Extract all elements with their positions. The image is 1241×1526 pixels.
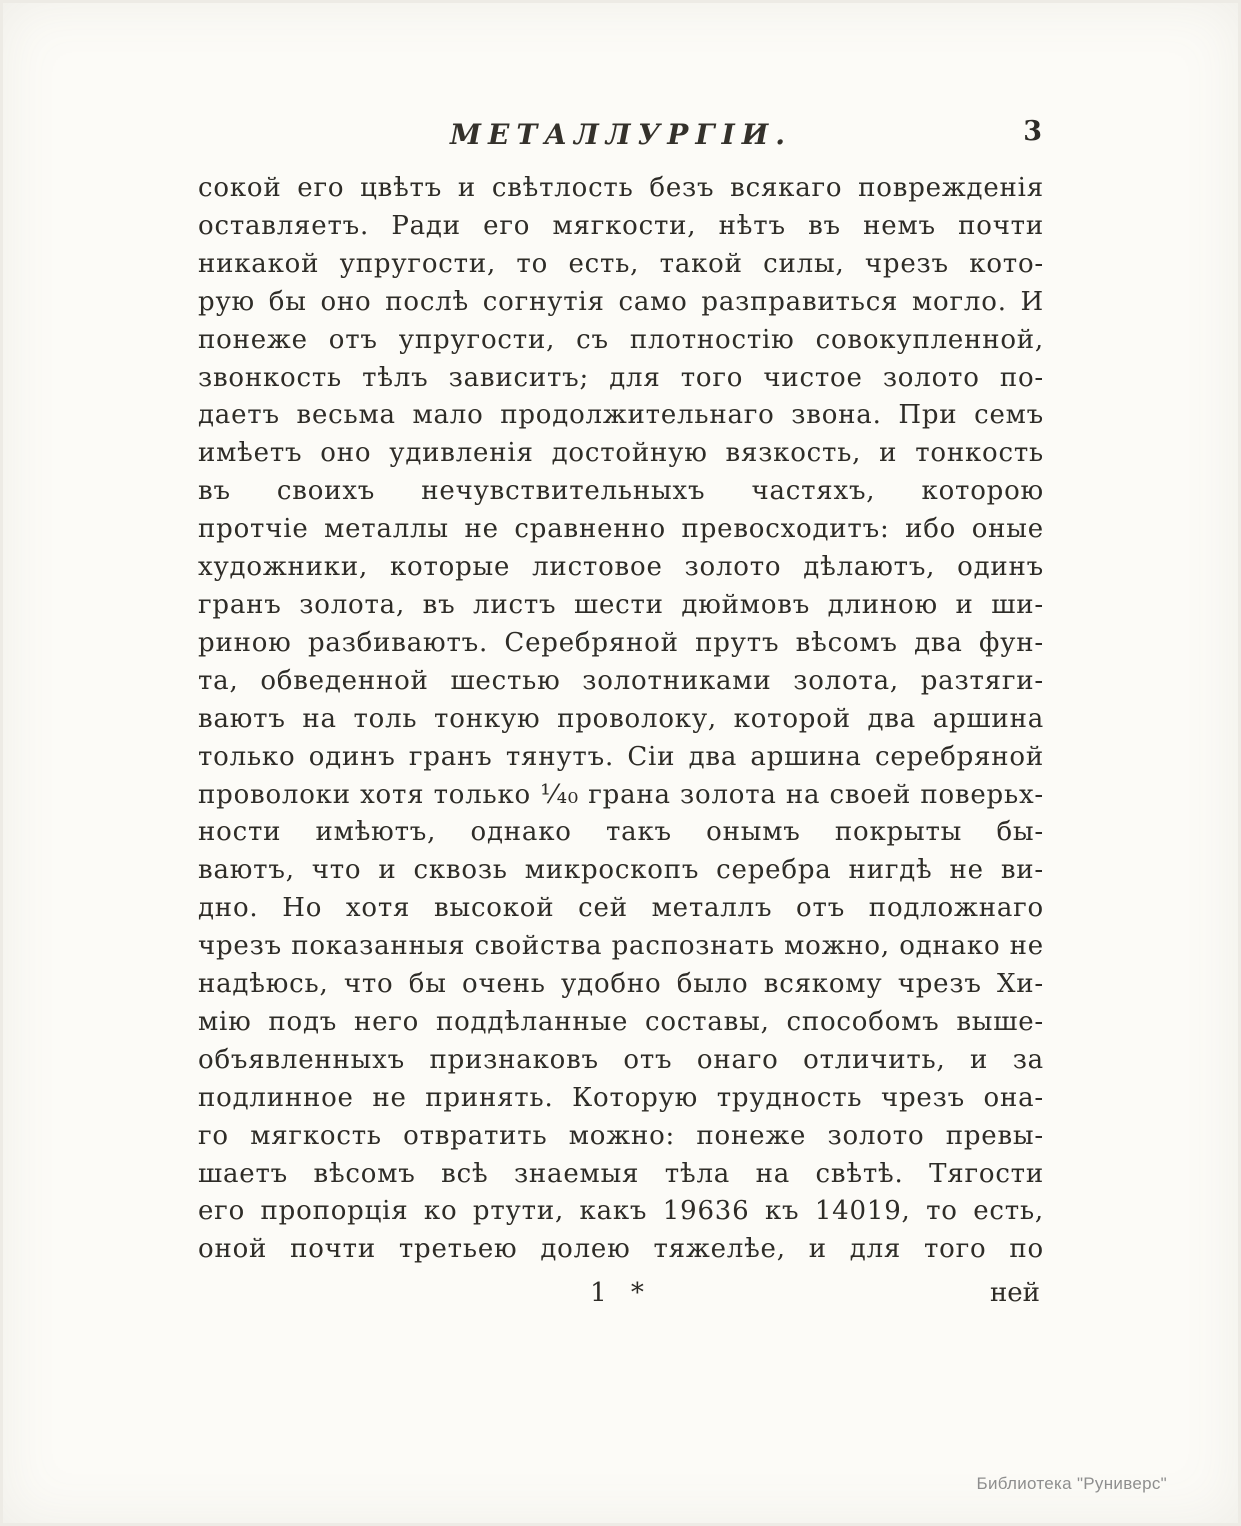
text-line: ности имѣютъ, однако такъ онымъ покрыты бы-: [198, 817, 1044, 848]
text-line: протчіе металлы не сравненно превосходитъ: ибо оные: [198, 514, 1044, 545]
text-line: только одинъ гранъ тянутъ. Сіи два аршина серебряной: [198, 741, 1044, 772]
text-line: го мягкость отвратить можно: понеже золото превы-: [198, 1120, 1044, 1151]
text-line: объявленныхъ признаковъ отъ онаго отличить, и за: [198, 1044, 1044, 1075]
text-line: сокой его цвѣтъ и свѣтлость безъ всякаго поврежденія: [198, 173, 1044, 203]
text-line: звонкость тѣлъ зависитъ; для того чистое золото по-: [198, 362, 1044, 393]
text-line: понеже отъ упругости, съ плотностію совокупленной,: [198, 324, 1044, 355]
text-line: ваютъ на толь тонкую проволоку, которой два аршина: [198, 703, 1044, 734]
text-line: надѣюсь, что бы очень удобно было всякому чрезъ Хи-: [198, 969, 1044, 1000]
catchword: ней: [989, 1278, 1040, 1308]
text-line: въ своихъ нечувствительныхъ частяхъ, которою: [198, 476, 1044, 507]
text-line: чрезъ показанныя свойства распознать можно, однако не: [198, 931, 1044, 962]
running-title: МЕТАЛЛУРГІИ.: [450, 118, 792, 151]
text-line: та, обведенной шестью золотниками золота, разтяги-: [198, 665, 1044, 696]
text-line: оной почти третьею долею тяжелѣе, и для того по: [198, 1234, 1044, 1265]
text-line: подлинное не принять. Которую трудность чрезъ она-: [198, 1082, 1044, 1113]
text-line: мію подъ него поддѣланные составы, способомъ выше-: [198, 1006, 1044, 1037]
text-line: шаетъ вѣсомъ всѣ знаемыя тѣла на свѣтѣ. Тягости: [198, 1158, 1044, 1189]
text-line: никакой упругости, то есть, такой силы, чрезъ кото-: [198, 248, 1044, 279]
text-line: его пропорція ко ртути, какъ 19636 къ 14019, то есть,: [198, 1196, 1044, 1227]
text-line: риною разбиваютъ. Серебряной прутъ вѣсомъ два фун-: [198, 627, 1044, 658]
page-footer: [198, 1278, 1044, 1314]
page-number: 3: [1023, 116, 1042, 147]
text-line: ваютъ, что и сквозь микроскопъ серебра нигдѣ не ви-: [198, 855, 1044, 886]
text-line: рую бы оно послѣ согнутія само разправиться могло. И: [198, 286, 1044, 317]
text-line: дно. Но хотя высокой сей металлъ отъ подложнаго: [198, 893, 1044, 924]
page-header: [198, 116, 1044, 162]
text-line: даетъ весьма мало продолжительнаго звона. При семъ: [198, 400, 1044, 431]
text-line: гранъ золота, въ листъ шести дюймовъ длиною и ши-: [198, 589, 1044, 620]
body-text: [198, 170, 1044, 1269]
text-line: художники, которые листовое золото дѣлаютъ, одинъ: [198, 552, 1044, 583]
text-line: имѣетъ оно удивленія достойную вязкость, и тонкость: [198, 438, 1044, 469]
watermark: Библиотека "Руниверс": [976, 1474, 1167, 1493]
text-line: проволоки хотя только ¹⁄₄₀ грана золота на своей поверьх-: [198, 779, 1044, 810]
text-line: оставляетъ. Ради его мягкости, нѣтъ въ немъ почти: [198, 210, 1044, 241]
signature-mark: 1 *: [590, 1278, 652, 1308]
